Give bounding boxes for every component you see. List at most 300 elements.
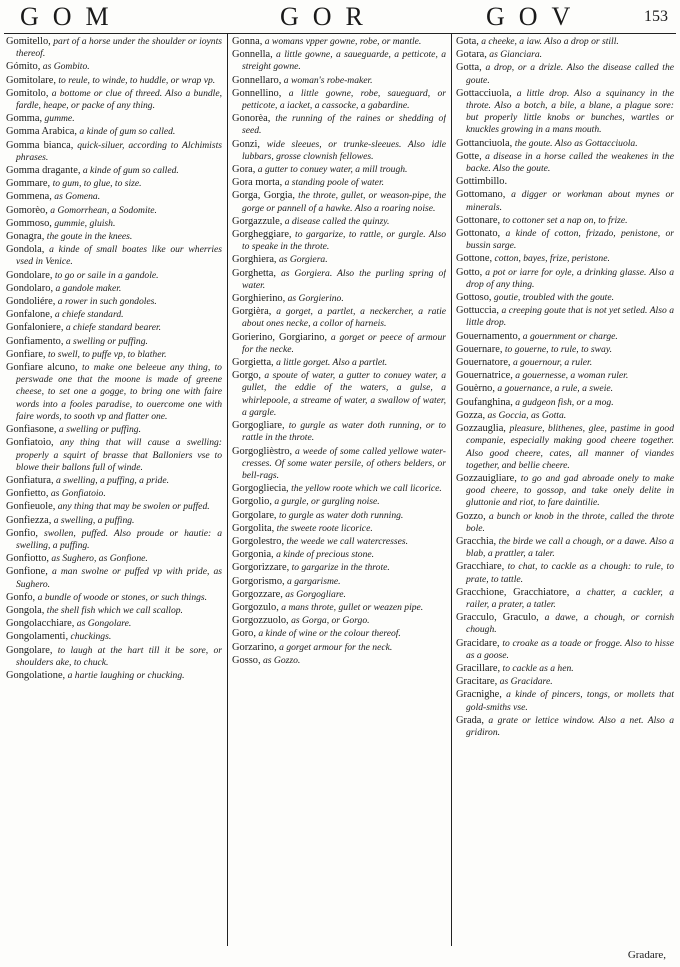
dictionary-entry [6,645,222,669]
dictionary-entry [232,357,446,369]
headword: Gonfiare, [6,348,46,360]
headword: Gongolatione, [6,669,66,681]
headword: Gorgozzuolo, [232,615,289,627]
definition: the weede we call watercresses. [286,535,409,547]
dictionary-entry [6,618,222,630]
dictionary-entry [6,140,222,164]
dictionary-entry [456,176,674,188]
headword: Gorghiera, [232,254,277,266]
header-rule [4,33,676,34]
definition: a bottome or clue of threed. Also a bundle, fardle, heape, or packe of any thing. [16,87,222,112]
definition: a gorget armour for the neck. [279,641,393,653]
dictionary-entry [232,36,446,48]
definition: a kinde of small boates like our wherries vsed in Venice. [16,244,222,268]
definition: a swelling or puffing. [65,335,148,347]
dictionary-entry [6,437,222,474]
dictionary-entry [6,88,222,112]
headword: Gonfalone, [6,309,53,321]
dictionary-entry [6,36,222,60]
headword: Gorgozzare, [232,588,283,600]
dictionary-entry [6,631,222,643]
dictionary-entry [6,218,222,230]
definition: to gum, to glue, to size. [52,178,142,190]
dictionary-entry [232,496,446,508]
headword: Gozzo, [456,510,486,522]
dictionary-entry [456,62,674,86]
definition: a standing poole of water. [284,177,385,189]
definition: as Gombito. [42,61,90,73]
headword: Gorgietta, [232,357,274,369]
dictionary-entry [456,228,674,252]
headword: Gonfo, [6,591,36,603]
dictionary-entry [6,488,222,500]
dictionary-entry [232,139,446,163]
dictionary-entry [232,268,446,292]
dictionary-entry [456,305,674,329]
definition: a woman's robe-maker. [283,74,373,86]
headword: Gonfiare alcuno, [6,362,78,374]
dictionary-entry [6,336,222,348]
headword: Gracnighe, [456,689,502,701]
dictionary-entry [6,349,222,361]
headword: Gonfieuole, [6,501,56,513]
dictionary-entry [6,113,222,125]
definition: a man swolne or puffed vp with pride, as Sughero. [16,566,222,590]
headword: Gonfione, [6,566,48,578]
headword: Gomitolo, [6,87,49,99]
dictionary-entry [456,587,674,611]
headword: Gonfietto, [6,488,49,500]
dictionary-entry [456,511,674,535]
dictionary-entry [456,383,674,395]
definition: gumme. [44,113,75,125]
definition: a bundle of woode or stones, or such things. [37,591,208,603]
dictionary-entry [456,715,674,739]
headword: Gomma dragante, [6,165,81,177]
definition: a gutter to conuey water, a mill trough. [257,164,408,176]
dictionary-entry [6,670,222,682]
headword: Gottomano, [456,189,506,201]
headword: Gongolamenti, [6,631,69,643]
headword: Gorgorizzare, [232,562,290,574]
definition: a chiefe standard. [54,309,124,321]
headword: Gorgièra, [232,306,272,318]
headword: Gomma, [6,113,43,125]
dictionary-entry [232,306,446,330]
definition: as Gozzo. [263,654,301,666]
dictionary-entry [6,205,222,217]
headword: Gondolaro, [6,282,54,294]
dictionary-entry [6,475,222,487]
dictionary-entry [456,215,674,227]
definition: to croake as a toade or frogge. Also to hisse as a goose. [466,637,674,661]
definition: a chatter, a cackler, a railer, a prater, a tatler. [466,586,674,610]
headword: Gorgonia, [232,549,274,561]
headword: Gorgolio, [232,496,272,508]
headword: Gotto, [456,266,483,278]
dictionary-entry [232,420,446,444]
definition: as Sughero, as Gonfione. [51,553,148,565]
definition: as Gianciara. [489,49,543,61]
dictionary-entry [6,362,222,423]
headword: Gorgorismo, [232,575,285,587]
headword: Gottimbillo. [456,176,508,188]
definition: a kinde of precious stone. [276,549,375,561]
dictionary-entry [232,293,446,305]
dictionary-entry [456,638,674,662]
headword: Gongolacchiare, [6,618,75,630]
headword: Gomitello, [6,36,51,47]
dictionary-entry [232,75,446,87]
dictionary-entry [6,605,222,617]
dictionary-entry [232,576,446,588]
headword: Gorgozulo, [232,601,279,613]
dictionary-entry [6,424,222,436]
headword: Gorzarino, [232,641,277,653]
dictionary-entry [6,244,222,268]
definition: a little gorget. Also a partlet. [276,357,388,369]
definition: a weede of some called yellowe water-cresses. Of some water persile, of others belders, or bell-rags. [242,445,446,481]
dictionary-entry [6,75,222,87]
headword: Gomma bianca, [6,139,74,151]
dictionary-entry [6,566,222,590]
definition: a swelling, a puffing. [53,514,135,526]
headword: Gonfiasone, [6,424,57,436]
dictionary-entry [456,689,674,713]
definition: to chat, to cackle as a chough: to rule, to prate, to tattle. [466,561,674,585]
dictionary-entry [6,61,222,73]
definition: as Gorgiera. [278,254,328,266]
definition: as Gorga, or Gorgo. [291,615,370,627]
definition: a disease in a horse called the weakenes in the backe. Also the goute. [466,150,674,175]
definition: a bunch or knob in the throte, called the throte bole. [466,510,674,534]
headword: Gonfiamento, [6,335,64,347]
headword: Gomma Arabica, [6,126,77,138]
headword: Gorga, Gorgia, [232,190,295,202]
dictionary-entry [456,138,674,150]
headword: Gondolare, [6,269,53,281]
dictionary-entry [232,332,446,356]
definition: as Gongolare. [76,618,132,630]
headword: Gorgolare, [232,509,277,521]
headword: Gracillare, [456,662,501,674]
headword: Gorgazzule, [232,215,283,227]
definition: any thing that may be swolen or puffed. [57,501,210,513]
headword: Gonzi, [232,138,260,150]
dictionary-entry [6,165,222,177]
definition: a hartie laughing or chucking. [67,669,185,681]
dictionary-entry [456,423,674,472]
definition: to gurgle as water doth running, or to rattle in the throte. [242,420,446,444]
definition: a gorget, a partlet, a neckercher, a ratie about ones necke, a collor of harneis. [242,306,446,330]
dictionary-entry [232,628,446,640]
dictionary-entry [456,331,674,343]
definition: a gorget or peece of armour for the necke. [242,331,446,355]
dictionary-entry [456,536,674,560]
headword: Gorgogliecia, [232,483,289,495]
definition: any thing that will cause a swelling: properly a squirt of brasse that Balloniers vse to blowe their ballons full of winde. [16,437,222,473]
headword: Gracitare, [456,676,498,688]
definition: a swelling, a puffing, a pride. [56,474,170,486]
dictionary-entry [232,483,446,495]
headword: Gonnellaro, [232,74,282,86]
definition: as Gomena. [54,191,101,203]
headword: Gozzauglia, [456,423,506,435]
dictionary-entry [232,549,446,561]
headword: Gouernatrice, [456,370,513,382]
headword: Goro, [232,628,256,640]
headword: Gonfio, [6,527,39,539]
definition: to go or saile in a gandole. [54,269,159,281]
dictionary-entry [456,189,674,213]
dictionary-entry [232,655,446,667]
dictionary-entry [232,523,446,535]
dictionary-entry [6,322,222,334]
dictionary-entry [6,270,222,282]
definition: a little gowne, a saueguarde, a petticote, a streight gowne. [242,49,446,73]
dictionary-entry [456,151,674,175]
dictionary-column-2 [232,36,446,946]
dictionary-entry [232,164,446,176]
definition: goutie, troubled with the goute. [493,292,615,304]
headword: Gorgolestro, [232,535,285,547]
definition: as Gonfiatoio. [50,488,106,500]
definition: a kinde of pincers, tongs, or mollets that gold-smiths vse. [466,689,674,713]
headword: Gottacciuola, [456,87,512,99]
definition: a cheeke, a iaw. Also a drop or still. [481,36,619,47]
dictionary-entry [456,292,674,304]
headword: Gottanciuola, [456,137,513,149]
headword: Gracidare, [456,637,500,649]
definition: to gargarize in the throte. [291,562,390,574]
headword: Gracchiare, [456,561,505,573]
definition: the goute in the knees. [46,231,133,243]
definition: a womans vpper gowne, robe, or mantle. [264,36,422,47]
definition: to cottoner set a nap on, to frize. [502,214,628,226]
headword: Gorgogliare, [232,420,285,432]
headword: Gonfaloniere, [6,322,64,334]
headword: Gonnellino, [232,87,282,99]
dictionary-entry [232,602,446,614]
headword: Gommare, [6,178,51,190]
dictionary-entry [456,267,674,291]
definition: a chiefe standard bearer. [65,322,162,334]
dictionary-entry [232,229,446,253]
definition: as Gorgierino. [287,293,344,305]
dictionary-entry [232,642,446,654]
dictionary-entry [232,510,446,522]
headword: Gorgo, [232,370,261,382]
definition: quick-siluer, according to Alchimists phrases. [16,139,222,163]
definition: to gargarize, to rattle, or gurgle. Also to speake in the throte. [242,229,446,253]
dictionary-entry [456,612,674,636]
definition: a gouernance, a rule, a sweie. [497,383,614,395]
definition: a kinde of gum so called. [79,126,176,138]
definition: a gudgeon fish, or a mog. [515,396,614,408]
running-header [8,2,672,32]
dictionary-entry [6,553,222,565]
definition: a digger or workman about mynes or minerals. [466,189,674,213]
definition: the shell fish which we call scallop. [46,604,183,616]
headword: Gomitolare, [6,74,56,86]
headword: Gorgheggiare, [232,229,292,241]
headword: Gongolare, [6,644,53,656]
headword: Gommoso, [6,217,52,229]
dictionary-entry [6,126,222,138]
definition: chuckings. [70,631,112,643]
definition: the running of the raines or shedding of seed. [242,113,446,137]
definition: a dawe, a chough, or cornish chough. [466,612,674,636]
definition: a little drop. Also a squinancy in the throte. Also a botch, a bile, a blane, a plague sore: but properly little knobs or bunches, wartles or knuckles growing in a mans mouth. [466,87,674,136]
headword: Gota, [456,36,479,47]
headword: Gosso, [232,654,261,666]
headword: Gonagra, [6,231,45,243]
headword: Gorghetta, [232,267,276,279]
headword: Gorgolita, [232,522,275,534]
headword: Gorgoglièstro, [232,445,293,457]
catchword: Gradare, [627,949,666,961]
dictionary-entry [232,446,446,483]
dictionary-entry [456,49,674,61]
headword: Gora morta, [232,177,283,189]
headword: Gouernamento, [456,330,521,342]
headword: Gottonato, [456,228,501,240]
dictionary-entry [456,36,674,48]
dictionary-entry [6,515,222,527]
definition: a gouernesse, a woman ruler. [515,370,629,382]
page-number: 153 [644,8,668,25]
dictionary-entry [6,592,222,604]
dictionary-entry [6,309,222,321]
headword: Gonfiatura, [6,474,54,486]
headword: Gottoso, [456,292,492,304]
definition: a spoute of water, a gutter to conuey water, a gullet, the eddie of the waters, a gulse, a whirlepoole, a streame of water, a swallow of water, a gargle. [242,370,446,418]
headword: Gozzauigliare, [456,472,517,484]
definition: to laugh at the hart till it be sore, or shoulders ake, to chuck. [16,644,222,668]
headword: Gomorèo, [6,204,48,216]
definition: to make one beleeue any thing, to perswade one that the moone is made of greene cheese, to set one a gogge, to bring one with faire words into a fooles paradise, to ouercome one with faire words, to sooth vp and flatter one. [16,362,222,422]
headword: Gracchione, Gracchiatore, [456,586,570,598]
definition: wide sleeues, or trunke-sleeues. Also idle lubbars, grosse clownish fellowes. [242,138,446,162]
dictionary-entry [232,113,446,137]
headword: Gracculo, Graculo, [456,612,539,624]
headword: Gommena, [6,191,52,203]
definition: to gouerne, to rule, to sway. [504,343,612,355]
dictionary-entry [456,663,674,675]
headword: Gorierino, Gorgiarino, [232,331,328,343]
dictionary-entry [456,344,674,356]
dictionary-entry [6,191,222,203]
dictionary-entry [456,676,674,688]
definition: as Gorgiera. Also the purling spring of water. [242,267,446,291]
definition: a kinde of gum so called. [82,165,179,177]
definition: swollen, puffed. Also proude or hautie: a swelling, a puffing. [16,527,222,551]
headword: Gotte, [456,150,482,162]
definition: to go and gad abroade onely to make good cheere, to gossop, and take onely delite in gluttonie and riot, to fare daintilie. [466,472,674,509]
definition: cotton, bayes, frize, peristone. [494,253,610,265]
header-left: GOM [20,2,123,31]
dictionary-column-3 [456,36,674,946]
headword: Gómito, [6,61,41,73]
dictionary-entry [456,357,674,369]
definition: the yellow roote which we call licorice. [291,483,442,495]
headword: Gorghierino, [232,293,286,305]
headword: Gonfiatoio, [6,437,54,449]
definition: as Goccia, as Gotta. [487,409,567,421]
dictionary-entry [6,231,222,243]
definition: a kinde of wine or the colour thereof. [258,628,401,640]
definition: to gurgle as water doth running. [278,509,404,521]
definition: the birde we call a chough, or a dawe. Also a blab, a prattler, a taler. [466,535,674,560]
definition: a swelling or puffing. [58,424,141,436]
headword: Gotara, [456,49,487,61]
headword: Gonorèa, [232,113,271,125]
dictionary-entry [6,283,222,295]
definition: to swell, to puffe vp, to blather. [47,348,167,360]
headword: Gondola, [6,244,45,256]
column-divider [451,34,452,946]
definition: a disease called the quinzy. [284,215,390,227]
header-right: GOV [486,2,585,31]
dictionary-entry [232,216,446,228]
definition: a Gomorrhean, a Sodomite. [50,204,157,216]
definition: the throte, gullet, or weason-pipe, the gorge or pannell of a hawke. Also a roaring noise. [242,190,446,214]
headword: Gonna, [232,36,263,47]
dictionary-entry [232,589,446,601]
definition: a kinde of cotton, frizado, penistone, or bussin sarge. [466,228,674,252]
dictionary-column-1 [6,36,222,946]
definition: a gouernour, a ruler. [512,357,593,369]
dictionary-entry [232,177,446,189]
headword: Gonnella, [232,49,273,61]
dictionary-entry [456,561,674,585]
definition: a rower in such gondoles. [57,296,157,308]
dictionary-entry [232,615,446,627]
dictionary-entry [456,397,674,409]
headword: Goufanghina, [456,396,513,408]
definition: a gurgle, or gurgling noise. [274,496,380,508]
header-middle: GOR [280,2,377,31]
dictionary-entry [232,562,446,574]
definition: the goute. Also as Gottacciuola. [514,137,638,149]
dictionary-entry [232,536,446,548]
definition: to reule, to winde, to huddle, or wrap vp. [58,74,216,86]
dictionary-entry [6,178,222,190]
headword: Grada, [456,714,484,726]
definition: to cackle as a hen. [502,662,574,674]
dictionary-entry [456,370,674,382]
definition: a mans throte, gullet or weazen pipe. [281,601,424,613]
headword: Gonfiotto, [6,553,50,565]
headword: Gora, [232,164,256,176]
definition: a little gowne, robe, saueguard, or petticote, a iacket, a cassocke, a gabardine. [242,87,446,112]
headword: Gottuccia, [456,305,499,317]
definition: a gouernment or charge. [522,330,618,342]
dictionary-entry [6,296,222,308]
definition: part of a horse under the shoulder or ioynts thereof. [16,36,222,60]
headword: Gondoliére, [6,296,56,308]
dictionary-entry [232,370,446,419]
definition: as Gracidare. [499,676,553,688]
definition: a pot or iarre for oyle, a drinking glasse. Also a drop of any thing. [466,266,674,290]
definition: a creeping goute that is not yet setled. Also a little drop. [466,305,674,329]
definition: as Gorgogliare. [285,588,346,600]
dictionary-entry [6,528,222,552]
definition: a gargarisme. [287,575,341,587]
dictionary-entry [232,88,446,112]
definition: gummie, gluish. [54,217,116,229]
headword: Gouèrno, [456,383,495,395]
